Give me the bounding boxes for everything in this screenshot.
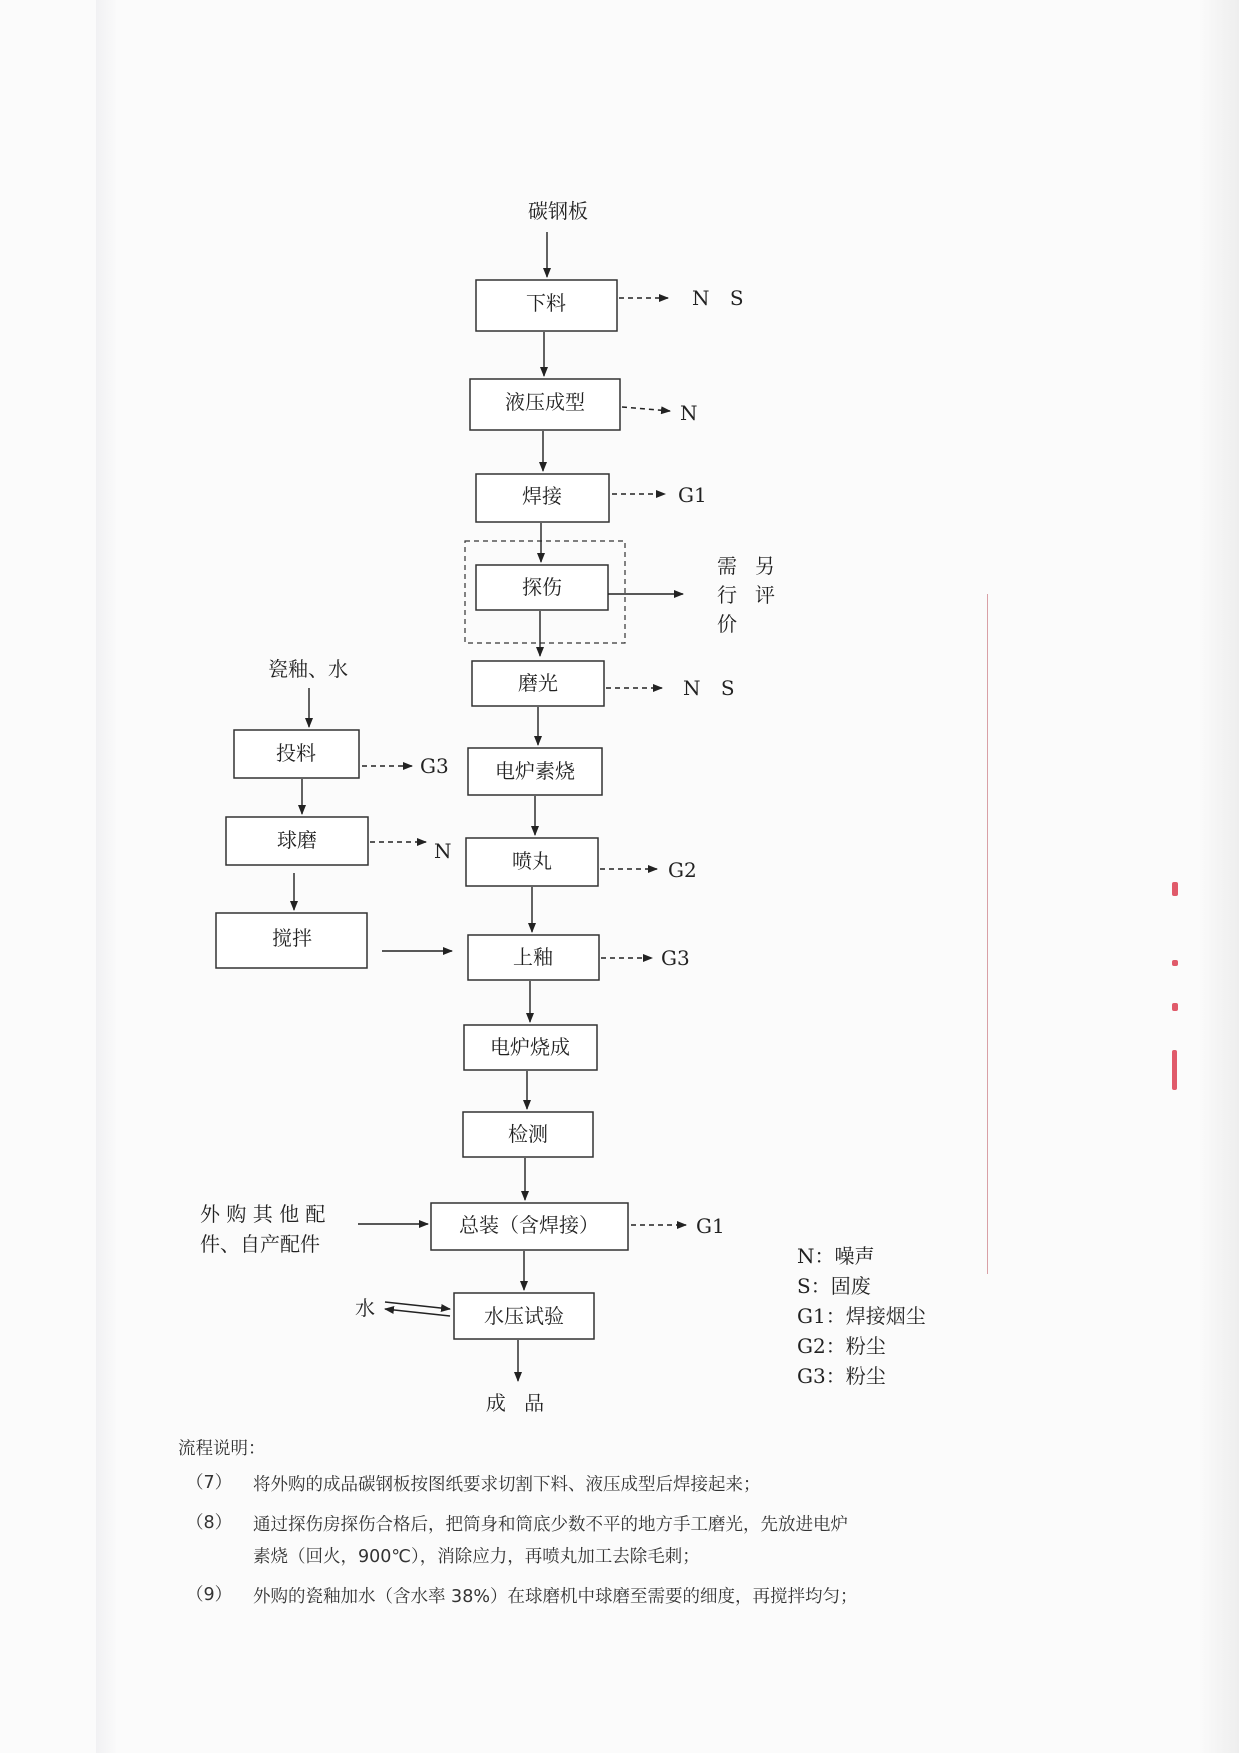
- emission-label: G1: [696, 1214, 725, 1238]
- water-out-arrow: [385, 1309, 450, 1316]
- glaze-water-input: 瓷釉、水: [268, 657, 348, 681]
- step-flaw-detection-label: 探伤: [522, 575, 562, 599]
- legend-item: G3：粉尘: [797, 1364, 886, 1388]
- step-blanking-label: 下料: [526, 291, 566, 315]
- emission-arrow: [622, 407, 670, 411]
- note-number: （8）: [186, 1513, 233, 1533]
- legend-item: S：固废: [797, 1274, 871, 1298]
- legend-item: G2：粉尘: [797, 1334, 886, 1358]
- step-welding-label: 焊接: [522, 484, 562, 508]
- note-line: 素烧（回火，900℃），消除应力，再喷丸加工去除毛刺；: [253, 1547, 700, 1567]
- step-final-assembly-label: 总装（含焊接）: [459, 1213, 599, 1237]
- legend: [797, 1244, 926, 1388]
- step-feeding-label: 投料: [276, 741, 316, 765]
- step-stirring-label: 搅拌: [272, 926, 312, 950]
- assembly-input: 外 购 其 他 配: [200, 1202, 326, 1226]
- emission-label: N S: [683, 676, 735, 700]
- note-char: 需: [717, 554, 737, 578]
- note-line: 通过探伤房探伤合格后，把筒身和筒底少数不平的地方手工磨光，先放进电炉: [253, 1515, 848, 1535]
- emission-label: G1: [678, 483, 707, 507]
- note-line: 将外购的成品碳钢板按图纸要求切割下料、液压成型后焊接起来；: [253, 1475, 761, 1495]
- note-char: 评: [755, 583, 775, 607]
- legend-item: G1：焊接烟尘: [797, 1304, 926, 1328]
- note-char: 另: [755, 554, 775, 578]
- step-shot-blasting-label: 喷丸: [512, 849, 552, 873]
- note-text: [253, 1509, 1013, 1573]
- note-number: （9）: [186, 1585, 233, 1605]
- note-line: 外购的瓷釉加水（含水率 38%）在球磨机中球磨至需要的细度，再搅拌均匀；: [253, 1587, 858, 1607]
- output-product: 成 品: [485, 1391, 551, 1415]
- emission-label: N: [434, 839, 452, 863]
- input-carbon-steel: 碳钢板: [528, 199, 588, 223]
- note-char: 行: [717, 583, 737, 607]
- emission-label: G3: [661, 946, 690, 970]
- step-firing-label: 电炉烧成: [490, 1035, 570, 1059]
- legend-item: N：噪声: [797, 1244, 875, 1268]
- step-hydrostatic-test-label: 水压试验: [484, 1304, 564, 1328]
- step-hydraulic-forming-label: 液压成型: [505, 390, 585, 414]
- note-text: [253, 1469, 1013, 1501]
- step-polishing-label: 磨光: [518, 671, 558, 695]
- notes-heading: 流程说明：: [178, 1439, 266, 1459]
- step-inspection-label: 检测: [508, 1122, 548, 1146]
- note-number: （7）: [186, 1473, 233, 1493]
- note-char: 价: [717, 612, 737, 636]
- emission-label: G2: [668, 858, 697, 882]
- step-glazing-label: 上釉: [513, 945, 553, 969]
- emission-label: N: [680, 401, 698, 425]
- note-text: [253, 1581, 1013, 1613]
- emission-label: N S: [692, 286, 744, 310]
- water-label: 水: [355, 1296, 375, 1320]
- assembly-input: 件、自产配件: [200, 1232, 320, 1256]
- emission-label: G3: [420, 754, 449, 778]
- step-ball-milling-label: 球磨: [277, 828, 317, 852]
- step-bisque-firing-label: 电炉素烧: [495, 759, 575, 783]
- water-in-arrow: [385, 1302, 450, 1309]
